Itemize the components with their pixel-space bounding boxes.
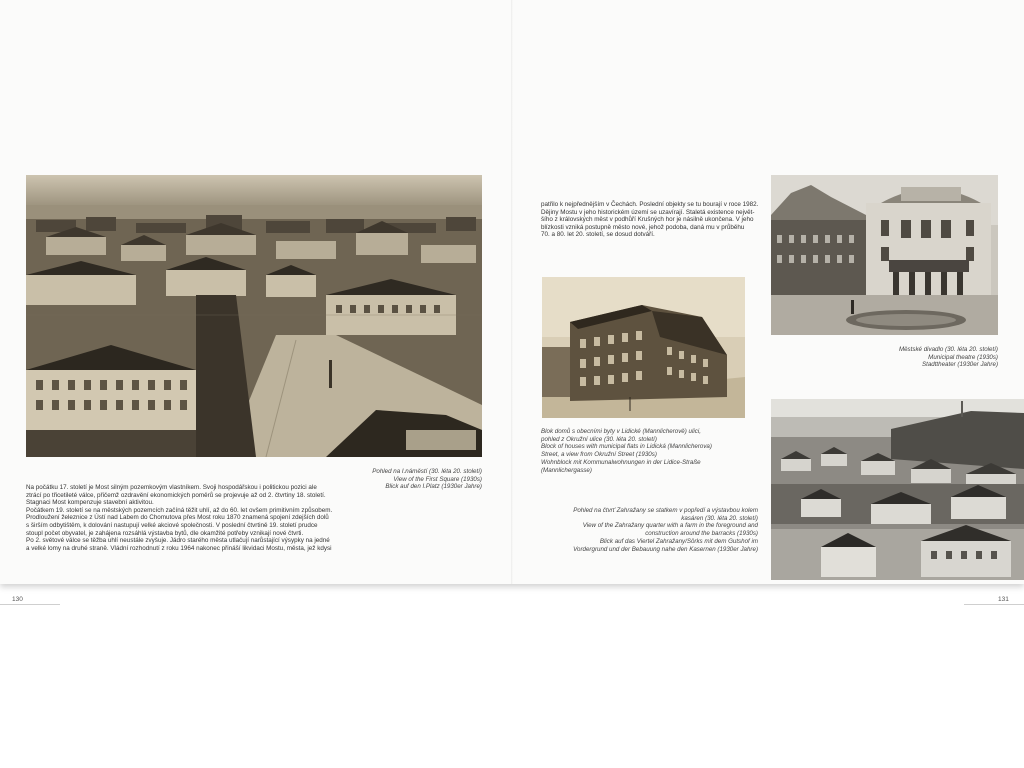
caption-line: Blick auf den I.Platz (1930er Jahre) bbox=[385, 483, 482, 491]
text-line: Po 2. světové válce se těžba uhlí neustále zvyšuje. Jádro starého města utlačují narůstající výsypky na jedné bbox=[26, 537, 330, 545]
caption-line: View of the Zahražany quarter with a farm in the foreground and bbox=[582, 522, 758, 530]
caption-line: Blok domů s obecními byty v Lidické (Mannlicherově) ulici, bbox=[541, 428, 701, 435]
text-line: Počátkem 19. století se na městských pozemcích začíná těžit uhlí, až do 60. let ovšem primitivním způsobem. bbox=[26, 506, 333, 514]
caption-line: Vordergrund und der Bebauung nahe den Kasernen (1930er Jahre) bbox=[573, 545, 758, 553]
caption-line: View of the First Square (1930s) bbox=[393, 475, 482, 483]
text-line: patřilo k nejpřednějším v Čechách. Poslední objekty se tu bourají v roce 1982. bbox=[541, 201, 759, 208]
caption-line: pohled z Okružní ulice (30. léta 20. století) bbox=[541, 435, 657, 443]
zahrazany-caption bbox=[555, 507, 758, 553]
right-body-text bbox=[541, 201, 759, 239]
caption-line: Pohled na čtvrť Zahražany se statkem v popředí a výstavbou kolem bbox=[573, 507, 758, 514]
caption-line: Pohled na I.náměstí (30. léta 20. století) bbox=[372, 468, 482, 475]
text-line: a velké lomy na druhé straně. Vládní rozhodnutí z roku 1964 nakonec přináší likvidaci Mostu, města, jež kdysi bbox=[26, 544, 332, 552]
text-line: Prodloužení železnice z Ústí nad Labem do Chomutova přes Most roku 1870 znamená spojení zdejších dolů bbox=[26, 514, 329, 522]
caption-line: Street, a view from Okružní Street (1930s) bbox=[541, 451, 657, 459]
right-page-number: 131 bbox=[998, 596, 1009, 603]
text-line: s širším odbytištěm, k dolování nastupují velké akciové společnosti. V poslední čtvrtině 19. století prudce bbox=[26, 521, 318, 529]
theatre-caption bbox=[820, 346, 998, 369]
left-page-rule bbox=[0, 604, 60, 605]
first-square-caption bbox=[300, 468, 482, 491]
text-line: blízkosti vzniká postupně město nové, jehož podoba, daná mu v průběhu bbox=[541, 223, 745, 231]
caption-line: Stadttheater (1930er Jahre) bbox=[921, 361, 998, 369]
text-line: Stagnaci Most kompenzuje stavební aktivitou. bbox=[26, 499, 154, 507]
text-line: stoupl počet obyvatel, je zahájena rozsáhlá výstavba bytů, dle okamžité potřeby vznikají nové čtvrti. bbox=[26, 529, 304, 537]
photo-first-square bbox=[26, 175, 482, 457]
text-line: ztrácí po třicetileté válce, přičemž ozdravění ekonomických poměrů se projevuje až od 2. čtvrtiny 18. století. bbox=[26, 491, 326, 499]
text-line: 70. a 80. let 20. století, se dosud dotváří. bbox=[541, 231, 655, 239]
left-page-number: 130 bbox=[12, 596, 23, 603]
caption-line: (Mannlichergasse) bbox=[541, 466, 592, 474]
caption-line: Municipal theatre (1930s) bbox=[928, 353, 998, 361]
text-line: Dějiny Mostu v jeho historickém území se uzavírají. Staletá existence největ- bbox=[541, 208, 755, 216]
photo-block-of-houses bbox=[542, 277, 745, 418]
right-page-rule bbox=[964, 604, 1024, 605]
photo-municipal-theatre bbox=[771, 175, 998, 335]
text-line: šího z královských měst v podhůří Krušných hor je násilně ukončena. V jeho bbox=[541, 216, 754, 224]
caption-line: construction around the barracks (1930s) bbox=[645, 530, 758, 538]
text-line: Na počátku 17. století je Most silným pozemkovým vlastníkem. Svoji hospodářskou i politickou pozici ale bbox=[26, 484, 317, 491]
caption-line: kasáren (30. léta 20. století) bbox=[681, 514, 758, 522]
photo-zahrazany-quarter bbox=[771, 399, 1024, 580]
caption-line: Městské divadlo (30. léta 20. století) bbox=[898, 346, 998, 353]
block-houses-caption bbox=[541, 428, 761, 474]
left-body-text bbox=[26, 484, 333, 552]
caption-line: Wohnblock mit Kommunalwohnungen in der Lidice-Straße bbox=[541, 458, 701, 466]
caption-line: Block of houses with municipal flats in Lidická (Mannlicherova) bbox=[541, 443, 712, 451]
caption-line: Blick auf das Viertel Zahražany/Sörks mit dem Gutshof im bbox=[599, 537, 758, 545]
book-gutter bbox=[511, 0, 513, 584]
